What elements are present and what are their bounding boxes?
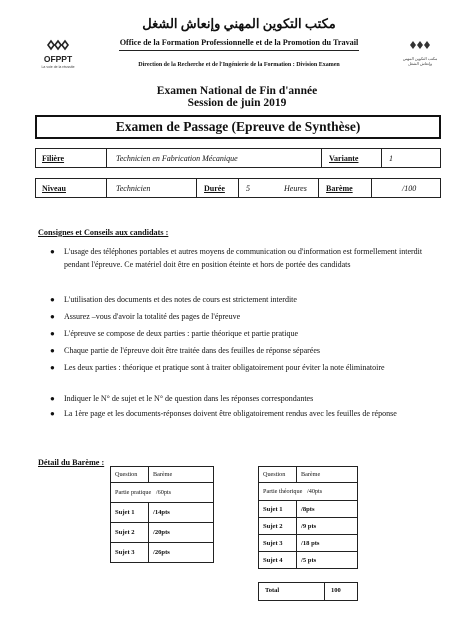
- variante-value: 1: [389, 154, 393, 163]
- total-box: [258, 582, 358, 601]
- bullet-icon: ●: [50, 329, 55, 338]
- duree-label: Durée: [204, 184, 225, 193]
- bareme-pratique-table: [110, 466, 214, 563]
- document-header: [34, 16, 442, 78]
- table-header-question: Question: [111, 467, 149, 483]
- filiere-value: Technicien en Fabrication Mécanique: [116, 154, 238, 163]
- bullet-icon: ●: [50, 394, 55, 403]
- list-item: ● La 1ère page et les documents-réponses doivent être obligatoirement rendus avec les feuilles de réponse: [50, 409, 397, 418]
- table-header-bareme: Barème: [149, 467, 214, 483]
- bullet-icon: ●: [50, 409, 55, 418]
- exam-title: [100, 85, 374, 109]
- list-item: ● Assurez –vous d'avoir la totalité des pages de l'épreuve: [50, 312, 241, 321]
- ofppt-logo-icon: [44, 38, 72, 52]
- right-logo-icon: [406, 38, 434, 52]
- bareme-value: /100: [402, 184, 417, 193]
- table-row: Sujet 2 /9 pts: [259, 518, 358, 535]
- bareme-title: Détail du Barème :: [38, 458, 105, 467]
- table-row: Sujet 3 /18 pts: [259, 535, 358, 552]
- niveau-value: Technicien: [116, 184, 151, 193]
- bareme-theorique-table: [258, 466, 358, 569]
- table-header-question: Question: [259, 467, 297, 483]
- variante-label: Variante: [329, 154, 359, 163]
- bullet-icon: ●: [50, 346, 55, 355]
- list-item: ● Indiquer le N° de sujet et le N° de question dans les réponses correspondantes: [50, 394, 314, 403]
- arabic-title: مكتب التكوين المهني وإنعاش الشغل: [142, 16, 336, 31]
- duree-value: 5: [246, 184, 250, 193]
- bareme-label: Barème: [326, 184, 353, 193]
- right-logo-text: مكتب التكوين المهني وإنعاش الشغل: [402, 56, 438, 66]
- consignes-title: Consignes et Conseils aux candidats :: [38, 228, 169, 237]
- ofppt-logo: [34, 30, 80, 76]
- total-label: Total: [265, 587, 280, 594]
- list-item: ● L'épreuve se compose de deux parties : partie théorique et partie pratique: [50, 329, 299, 338]
- duree-unit: Heures: [284, 184, 307, 193]
- bullet-icon: ●: [50, 363, 55, 372]
- table-row: Sujet 3 /26pts: [111, 543, 214, 563]
- header-divider: [119, 50, 359, 51]
- bullet-icon: ●: [50, 247, 55, 256]
- bullet-icon: ●: [50, 312, 55, 321]
- list-item: ● L'utilisation des documents et des notes de cours est strictement interdite: [50, 295, 297, 304]
- table-header-bareme: Barème: [297, 467, 358, 483]
- logo-name: OFPPT: [43, 54, 73, 64]
- filiere-label: Filière: [42, 154, 65, 163]
- total-value: 100: [331, 587, 341, 594]
- list-item: ● Les deux parties : théorique et pratique sont à traiter obligatoirement pour éviter la note éliminatoire: [50, 363, 385, 372]
- logo-tagline: La voie de la réussite: [41, 65, 75, 69]
- list-item: ● L'usage des téléphones portables et autres moyens de communication ou d'information est formellement interdit pendant l'épreuve. Ce matériel doit être en position éteinte et hors de portée des candidats: [50, 247, 423, 269]
- exam-title-line2: Session de juin 2019: [187, 97, 287, 109]
- filiere-row: [35, 148, 441, 168]
- niveau-label: Niveau: [42, 184, 66, 193]
- exam-title-line1: Examen National de Fin d'année: [156, 85, 318, 97]
- direction-name: Direction de la Recherche et de l'Ingénierie de la Formation : Division Examen: [138, 62, 340, 68]
- table-row: Sujet 1 /14pts: [111, 503, 214, 523]
- passage-title: Examen de Passage (Epreuve de Synthèse): [35, 115, 441, 139]
- table-row: Sujet 4 /5 pts: [259, 552, 358, 569]
- table-row: Partie pratique /60pts: [111, 483, 214, 503]
- right-logo: [398, 30, 442, 76]
- office-name: Office de la Formation Professionnelle et de la Promotion du Travail: [119, 38, 359, 47]
- table-row: Partie théorique /40pts: [259, 483, 358, 501]
- table-row: Sujet 1 /8pts: [259, 501, 358, 518]
- niveau-row: [35, 178, 441, 198]
- table-row: Sujet 2 /20pts: [111, 523, 214, 543]
- bullet-icon: ●: [50, 295, 55, 304]
- list-item: ● Chaque partie de l'épreuve doit être traitée dans des feuilles de réponse séparées: [50, 346, 320, 355]
